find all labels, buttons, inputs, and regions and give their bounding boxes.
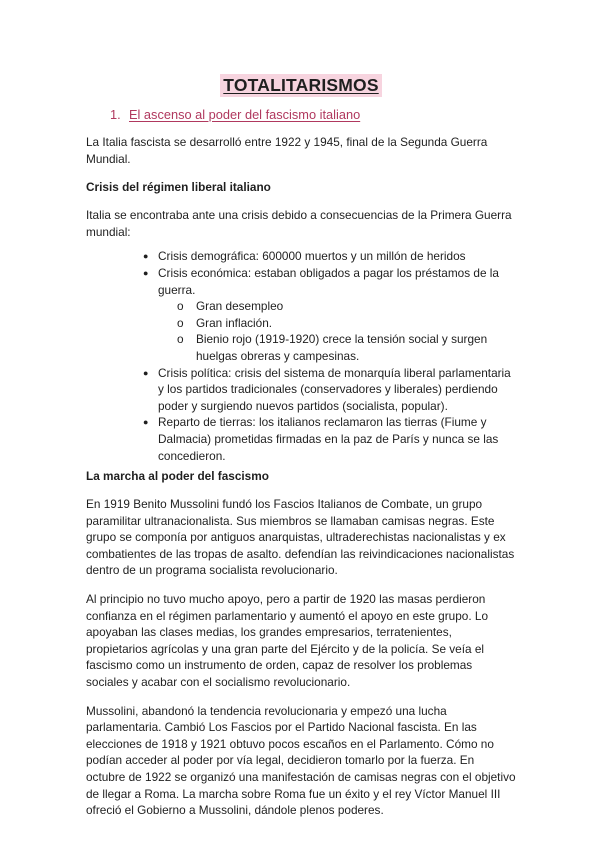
intro-paragraph: La Italia fascista se desarrolló entre 1922 y 1945, final de la Segunda Guerra Mundial. [86, 135, 488, 166]
march-paragraph: En 1919 Benito Mussolini fundó los Fascios Italianos de Combate, un grupo paramilitar ultranacionalista. Sus miembros se llamaban camisas negras. Este grupo se componía por antiguos anarquistas, ultraderechistas nacionalistas y ex combatientes de las tropas de asalto. defendían las reivindicaciones nacionalistas dentro de un programa socialista revolucionario. [86, 497, 515, 578]
sublist-item-text: Bienio rojo (1919-1920) crece la tensión social y surgen huelgas obreras y campesinas. [196, 332, 488, 363]
sub-bullet-marker: o [177, 332, 184, 347]
march-paragraph: Mussolini, abandonó la tendencia revolucionaria y empezó una lucha parlamentaria. Cambió Los Fascios por el Partido Nacional fascista. En las elecciones de 1918 y 1921 obtuvo pocos escaños en el Parlamento. Cómo no podían acceder al poder por vía legal, decidieron tomarlo por la fuerza. En octubre de 1922 se organizó una manifestación de camisas negras con el objetivo de llegar a Roma. La marcha sobre Roma fue un éxito y el rey Víctor Manuel III ofreció el Gobierno a Mussolini, dándole plenos poderes. [86, 703, 516, 818]
list-item [143, 414, 516, 464]
sublist-item [177, 298, 516, 315]
bullet-marker: ● [143, 367, 149, 378]
list-item-text: Reparto de tierras: los italianos reclamaron las tierras (Fiume y Dalmacia) prometidas firmadas en la paz de París y nunca se las concedieron. [158, 415, 499, 463]
sublist-item [177, 315, 516, 332]
list-item-text: Crisis demográfica: 600000 muertos y un millón de heridos [158, 249, 466, 264]
sublist-item-text: Gran inflación. [196, 315, 273, 330]
list-item-text: Crisis política: crisis del sistema de monarquía liberal parlamentaria y los partidos tradicionales (conservadores y liberales) perdiendo poder y surgiendo nuevos partidos (socialista, popular). [158, 365, 511, 413]
bullet-marker: ● [143, 251, 149, 262]
sub-bullet-marker: o [177, 299, 184, 314]
list-item-text: Crisis económica: estaban obligados a pagar los préstamos de la guerra. [158, 265, 499, 297]
section-number: 1. [110, 107, 121, 122]
crisis-list [86, 248, 516, 464]
sub-bullet-marker: o [177, 315, 184, 330]
march-paragraph: Al principio no tuvo mucho apoyo, pero a partir de 1920 las masas perdieron confianza en el régimen parlamentario y aumentó el apoyo en este grupo. Lo apoyaban las clases medias, los grandes empresarios, terratenientes, propietarios agrícolas y una gran parte del Ejército y de la policía. Se veía el fascismo como un instrumento de orden, capaz de resolver los problemas sociales y acabar con el socialismo revolucionario. [86, 592, 489, 690]
economic-sublist [158, 298, 516, 364]
crisis-paragraph: Italia se encontraba ante una crisis debido a consecuencias de la Primera Guerra mundial: [86, 208, 512, 239]
document-title: TOTALITARISMOS [220, 74, 381, 97]
sublist-item [177, 331, 516, 364]
title-wrapper [86, 74, 516, 97]
sublist-item-text: Gran desempleo [196, 299, 284, 314]
list-item [143, 365, 516, 415]
section-title: El ascenso al poder del fascismo italiano [129, 107, 361, 122]
bullet-marker: ● [143, 267, 149, 278]
bullet-marker: ● [143, 417, 149, 428]
list-item [143, 265, 516, 365]
crisis-heading: Crisis del régimen liberal italiano [86, 180, 271, 195]
section-heading [110, 107, 516, 122]
march-heading: La marcha al poder del fascismo [86, 469, 269, 484]
list-item [143, 248, 516, 265]
